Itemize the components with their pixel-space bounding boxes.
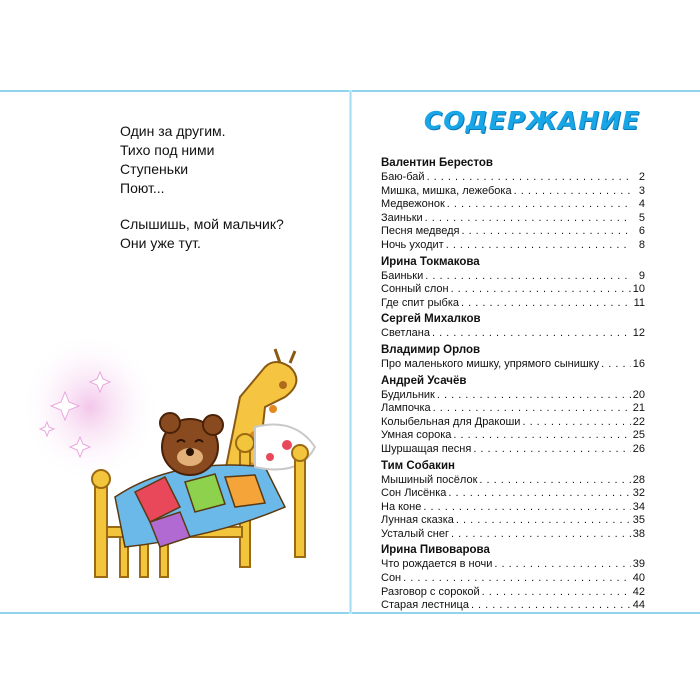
toc-entry bbox=[381, 558, 645, 572]
toc-leader-dots bbox=[423, 501, 630, 515]
right-page bbox=[351, 90, 700, 614]
toc-leader-dots bbox=[461, 297, 631, 311]
toc-entry bbox=[381, 389, 645, 403]
bear-giraffe-bed-illustration bbox=[25, 297, 345, 597]
toc-entry bbox=[381, 416, 645, 430]
toc-author: Тим Собакин bbox=[381, 459, 455, 472]
toc-entry bbox=[381, 327, 645, 341]
toc-entry-page: 32 bbox=[632, 487, 645, 500]
toc-entry bbox=[381, 528, 645, 542]
toc-entry bbox=[381, 572, 645, 586]
toc-entry-page: 20 bbox=[632, 388, 645, 401]
toc-entry bbox=[381, 270, 645, 284]
poem-line: Ступеньки bbox=[120, 161, 189, 177]
toc-leader-dots bbox=[432, 327, 631, 341]
toc-entry bbox=[381, 225, 645, 239]
toc-entry-title: Лунная сказка bbox=[381, 514, 454, 527]
poem-line: Они уже тут. bbox=[120, 235, 201, 251]
toc-author: Андрей Усачёв bbox=[381, 374, 467, 387]
toc-entry-page: 12 bbox=[632, 327, 645, 340]
toc-leader-dots bbox=[437, 389, 631, 403]
toc-leader-dots bbox=[601, 358, 631, 372]
toc-entry bbox=[381, 212, 645, 226]
poem-line: Поют... bbox=[120, 180, 165, 196]
toc-entry-page: 25 bbox=[632, 429, 645, 442]
toc-entry-page: 39 bbox=[632, 558, 645, 571]
toc-entry-title: Сон bbox=[381, 572, 402, 585]
toc-entry-title: Медвежонок bbox=[381, 198, 445, 211]
toc-entry-title: Лампочка bbox=[381, 402, 431, 415]
toc-leader-dots bbox=[453, 429, 630, 443]
toc-entry-title: Где спит рыбка bbox=[381, 296, 460, 309]
toc-leader-dots bbox=[448, 487, 630, 501]
toc-entry bbox=[381, 171, 645, 185]
toc-entry-title: Будильник bbox=[381, 388, 435, 401]
toc-entry bbox=[381, 358, 645, 372]
toc-entry bbox=[381, 297, 645, 311]
poem-line: Слышишь, мой мальчик? bbox=[120, 216, 284, 232]
toc-entry bbox=[381, 239, 645, 253]
toc-entry-title: Разговор с сорокой bbox=[381, 585, 480, 598]
toc-entry-title: Баиньки bbox=[381, 269, 424, 282]
toc-leader-dots bbox=[494, 558, 630, 572]
toc-entry bbox=[381, 443, 645, 457]
left-page bbox=[0, 90, 350, 614]
toc-entry-page: 16 bbox=[632, 357, 645, 370]
toc-entry bbox=[381, 429, 645, 443]
toc-entry bbox=[381, 283, 645, 297]
toc-entry-page: 5 bbox=[638, 211, 645, 224]
toc-entry-title: Старая лестница bbox=[381, 599, 469, 612]
poem-text bbox=[120, 122, 284, 270]
toc-leader-dots bbox=[479, 474, 630, 488]
toc-entry-page: 26 bbox=[632, 442, 645, 455]
toc-leader-dots bbox=[425, 212, 631, 226]
toc-entry bbox=[381, 402, 645, 416]
toc-title: СОДЕРЖАНИЕ bbox=[423, 106, 641, 135]
toc-author: Владимир Орлов bbox=[381, 343, 481, 356]
poem-line: Тихо под ними bbox=[120, 142, 215, 158]
toc-entry bbox=[381, 586, 645, 600]
toc-leader-dots bbox=[446, 239, 631, 253]
toc-entry-page: 40 bbox=[632, 572, 645, 585]
toc-leader-dots bbox=[522, 416, 630, 430]
toc-entry-title: Баю-бай bbox=[381, 171, 425, 183]
toc-entry-page: 38 bbox=[632, 527, 645, 540]
toc-entry-page: 21 bbox=[632, 402, 645, 415]
toc-entry-title: Ночь уходит bbox=[381, 238, 444, 251]
toc-entry-title: Светлана bbox=[381, 327, 430, 340]
toc-entry-title: Колыбельная для Дракоши bbox=[381, 415, 521, 428]
toc-entry bbox=[381, 487, 645, 501]
toc-entry-page: 28 bbox=[632, 473, 645, 486]
toc-entry-page: 34 bbox=[632, 500, 645, 513]
toc-entry-page: 2 bbox=[638, 171, 645, 183]
book-fold bbox=[349, 90, 352, 614]
toc-entry-page: 44 bbox=[632, 599, 645, 612]
toc-leader-dots bbox=[471, 599, 631, 613]
toc-entry-page: 10 bbox=[632, 283, 645, 296]
toc-author: Ирина Пивоварова bbox=[381, 544, 490, 557]
toc-leader-dots bbox=[461, 225, 631, 239]
toc-entry-title: Умная сорока bbox=[381, 429, 452, 442]
toc-entry-page: 22 bbox=[632, 415, 645, 428]
toc-leader-dots bbox=[451, 283, 631, 297]
toc-entry bbox=[381, 185, 645, 199]
toc-leader-dots bbox=[456, 514, 631, 528]
toc-entry bbox=[381, 474, 645, 488]
toc-leader-dots bbox=[433, 402, 631, 416]
toc-leader-dots bbox=[425, 270, 631, 284]
toc-entry-title: Мишка, мишка, лежебока bbox=[381, 184, 512, 197]
toc-entry bbox=[381, 198, 645, 212]
toc-entry-title: Шуршащая песня bbox=[381, 442, 472, 455]
toc-entry bbox=[381, 501, 645, 515]
toc-entry-page: 3 bbox=[638, 184, 645, 197]
toc-entry-title: Песня медведя bbox=[381, 225, 460, 238]
toc-entry bbox=[381, 599, 645, 613]
toc-author: Валентин Берестов bbox=[381, 157, 493, 169]
toc-entry-page: 35 bbox=[632, 514, 645, 527]
toc-entry-title: Сонный слон bbox=[381, 283, 449, 296]
toc-entry-title: На коне bbox=[381, 500, 422, 513]
toc-entry-title: Сон Лисёнка bbox=[381, 487, 447, 500]
toc-leader-dots bbox=[514, 185, 631, 199]
toc-entry-page: 4 bbox=[638, 198, 645, 211]
toc-entry-page: 6 bbox=[638, 225, 645, 238]
poem-stanza bbox=[120, 122, 284, 198]
toc-entry-page: 11 bbox=[633, 296, 645, 309]
toc-leader-dots bbox=[473, 443, 630, 457]
toc-entry-title: Про маленького мишку, упрямого сынишку bbox=[381, 357, 600, 370]
poem-stanza bbox=[120, 215, 284, 253]
toc-entry-page: 42 bbox=[632, 585, 645, 598]
toc-entry-title: Заиньки bbox=[381, 211, 423, 224]
toc-leader-dots bbox=[427, 171, 631, 185]
toc-leader-dots bbox=[403, 572, 631, 586]
toc-leader-dots bbox=[447, 198, 631, 212]
toc-author: Ирина Токмакова bbox=[381, 255, 480, 268]
toc-author: Сергей Михалков bbox=[381, 313, 481, 326]
toc-entry-title: Что рождается в ночи bbox=[381, 558, 493, 571]
toc-leader-dots bbox=[482, 586, 631, 600]
toc-entry-title: Мышиный посёлок bbox=[381, 473, 478, 486]
toc-entry-page: 8 bbox=[638, 238, 645, 251]
toc-entry bbox=[381, 514, 645, 528]
poem-line: Один за другим. bbox=[120, 123, 226, 139]
toc-entry-page: 9 bbox=[638, 269, 645, 282]
toc-leader-dots bbox=[451, 528, 631, 542]
toc-entry-title: Усталый снег bbox=[381, 527, 450, 540]
table-of-contents bbox=[381, 154, 645, 613]
